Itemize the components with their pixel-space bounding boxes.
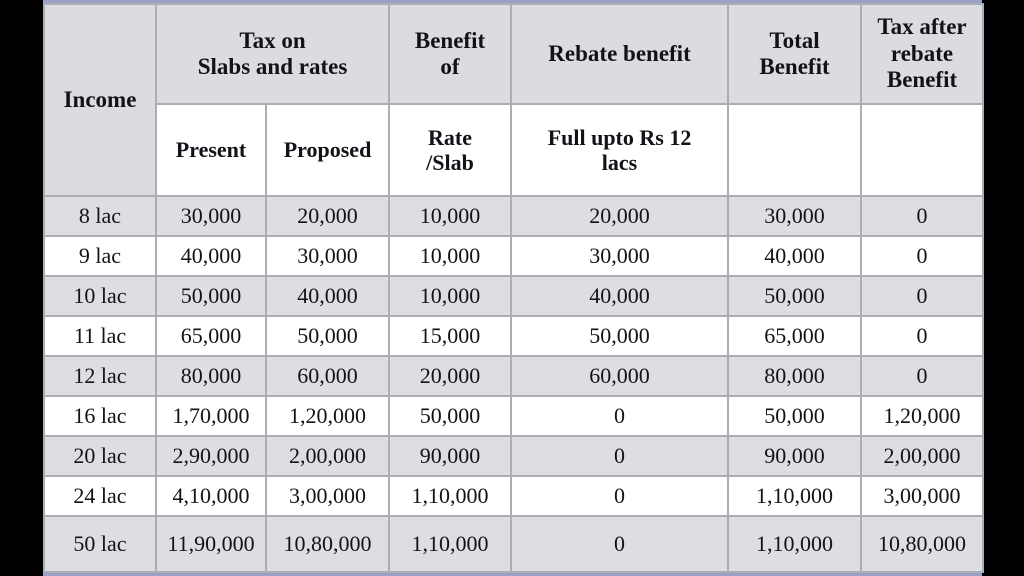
cell-tax-after-rebate: 0 xyxy=(861,316,983,356)
header-benefit-of-line1: Benefit xyxy=(414,27,486,53)
cell-rate-slab: 10,000 xyxy=(389,276,511,316)
header-total-benefit-line2: Benefit xyxy=(759,54,830,79)
cell-income: 10 lac xyxy=(44,276,156,316)
cell-proposed: 3,00,000 xyxy=(266,476,389,516)
header-income: Income xyxy=(44,4,156,196)
table-row xyxy=(44,276,983,316)
cell-proposed: 60,000 xyxy=(266,356,389,396)
header-tax-on-line1: Tax on xyxy=(239,27,306,53)
header-total-benefit xyxy=(728,4,861,104)
cell-proposed: 50,000 xyxy=(266,316,389,356)
header-row-group xyxy=(44,4,983,104)
cell-rebate-benefit: 50,000 xyxy=(511,316,728,356)
header-benefit-of-line2: of xyxy=(440,54,460,79)
table-row xyxy=(44,516,983,572)
cell-rebate-benefit: 20,000 xyxy=(511,196,728,236)
cell-tax-after-rebate: 1,20,000 xyxy=(861,396,983,436)
header-tax-on-slabs-and-rates xyxy=(156,4,389,104)
header-tax-on-line2: Slabs and rates xyxy=(197,54,348,79)
cell-income: 8 lac xyxy=(44,196,156,236)
header-rebate-benefit: Rebate benefit xyxy=(511,4,728,104)
cell-rate-slab: 1,10,000 xyxy=(389,516,511,572)
cell-tax-after-rebate: 0 xyxy=(861,276,983,316)
cell-rate-slab: 10,000 xyxy=(389,236,511,276)
cell-income: 9 lac xyxy=(44,236,156,276)
cell-tax-after-rebate: 2,00,000 xyxy=(861,436,983,476)
cell-present: 50,000 xyxy=(156,276,266,316)
cell-total-benefit: 1,10,000 xyxy=(728,516,861,572)
cell-present: 1,70,000 xyxy=(156,396,266,436)
cell-rate-slab: 10,000 xyxy=(389,196,511,236)
header-tax-after-rebate-line3: Benefit xyxy=(886,67,958,93)
header-tax-after-rebate-line1: Tax after xyxy=(877,14,967,40)
table-body xyxy=(44,196,983,572)
header-tax-after-rebate-line2: rebate xyxy=(890,40,954,66)
cell-rebate-benefit: 40,000 xyxy=(511,276,728,316)
cell-rebate-benefit: 0 xyxy=(511,436,728,476)
cell-rate-slab: 90,000 xyxy=(389,436,511,476)
cell-rebate-benefit: 30,000 xyxy=(511,236,728,276)
table-row xyxy=(44,196,983,236)
cell-proposed: 10,80,000 xyxy=(266,516,389,572)
cell-income: 24 lac xyxy=(44,476,156,516)
cell-total-benefit: 50,000 xyxy=(728,276,861,316)
table-row xyxy=(44,436,983,476)
cell-income: 12 lac xyxy=(44,356,156,396)
cell-tax-after-rebate: 0 xyxy=(861,236,983,276)
cell-proposed: 30,000 xyxy=(266,236,389,276)
cell-income: 50 lac xyxy=(44,516,156,572)
cell-proposed: 2,00,000 xyxy=(266,436,389,476)
cell-present: 30,000 xyxy=(156,196,266,236)
cell-rate-slab: 50,000 xyxy=(389,396,511,436)
table-row xyxy=(44,316,983,356)
cell-total-benefit: 50,000 xyxy=(728,396,861,436)
cell-income: 11 lac xyxy=(44,316,156,356)
cell-rate-slab: 15,000 xyxy=(389,316,511,356)
table-row xyxy=(44,356,983,396)
cell-proposed: 20,000 xyxy=(266,196,389,236)
cell-proposed: 40,000 xyxy=(266,276,389,316)
table-row xyxy=(44,476,983,516)
header-rate-slab-line1: Rate xyxy=(428,124,472,150)
tax-comparison-table-container xyxy=(43,0,982,576)
header-tax-after-rebate-sub-empty xyxy=(861,104,983,196)
header-benefit-of xyxy=(389,4,511,104)
header-rebate-full-line2: lacs xyxy=(601,150,638,175)
cell-present: 65,000 xyxy=(156,316,266,356)
table-row xyxy=(44,396,983,436)
header-present: Present xyxy=(156,104,266,196)
table-row xyxy=(44,236,983,276)
cell-income: 16 lac xyxy=(44,396,156,436)
cell-rate-slab: 20,000 xyxy=(389,356,511,396)
cell-rebate-benefit: 0 xyxy=(511,396,728,436)
cell-total-benefit: 40,000 xyxy=(728,236,861,276)
cell-total-benefit: 80,000 xyxy=(728,356,861,396)
header-tax-after-rebate-benefit xyxy=(861,4,983,104)
cell-present: 40,000 xyxy=(156,236,266,276)
header-total-benefit-sub-empty xyxy=(728,104,861,196)
header-rebate-full-upto xyxy=(511,104,728,196)
cell-total-benefit: 1,10,000 xyxy=(728,476,861,516)
cell-rate-slab: 1,10,000 xyxy=(389,476,511,516)
table-header xyxy=(44,4,983,196)
header-rate-slab xyxy=(389,104,511,196)
tax-comparison-table xyxy=(43,3,984,573)
cell-income: 20 lac xyxy=(44,436,156,476)
header-rebate-full-line1: Full upto Rs 12 xyxy=(547,124,692,150)
cell-present: 2,90,000 xyxy=(156,436,266,476)
cell-tax-after-rebate: 0 xyxy=(861,196,983,236)
cell-tax-after-rebate: 3,00,000 xyxy=(861,476,983,516)
cell-rebate-benefit: 60,000 xyxy=(511,356,728,396)
cell-tax-after-rebate: 0 xyxy=(861,356,983,396)
cell-rebate-benefit: 0 xyxy=(511,516,728,572)
header-row-subcolumns xyxy=(44,104,983,196)
header-rate-slab-line2: /Slab xyxy=(426,150,474,175)
header-proposed: Proposed xyxy=(266,104,389,196)
header-total-benefit-line1: Total xyxy=(769,27,820,53)
cell-present: 80,000 xyxy=(156,356,266,396)
cell-total-benefit: 90,000 xyxy=(728,436,861,476)
cell-proposed: 1,20,000 xyxy=(266,396,389,436)
cell-rebate-benefit: 0 xyxy=(511,476,728,516)
cell-tax-after-rebate: 10,80,000 xyxy=(861,516,983,572)
cell-present: 11,90,000 xyxy=(156,516,266,572)
cell-total-benefit: 30,000 xyxy=(728,196,861,236)
cell-total-benefit: 65,000 xyxy=(728,316,861,356)
cell-present: 4,10,000 xyxy=(156,476,266,516)
